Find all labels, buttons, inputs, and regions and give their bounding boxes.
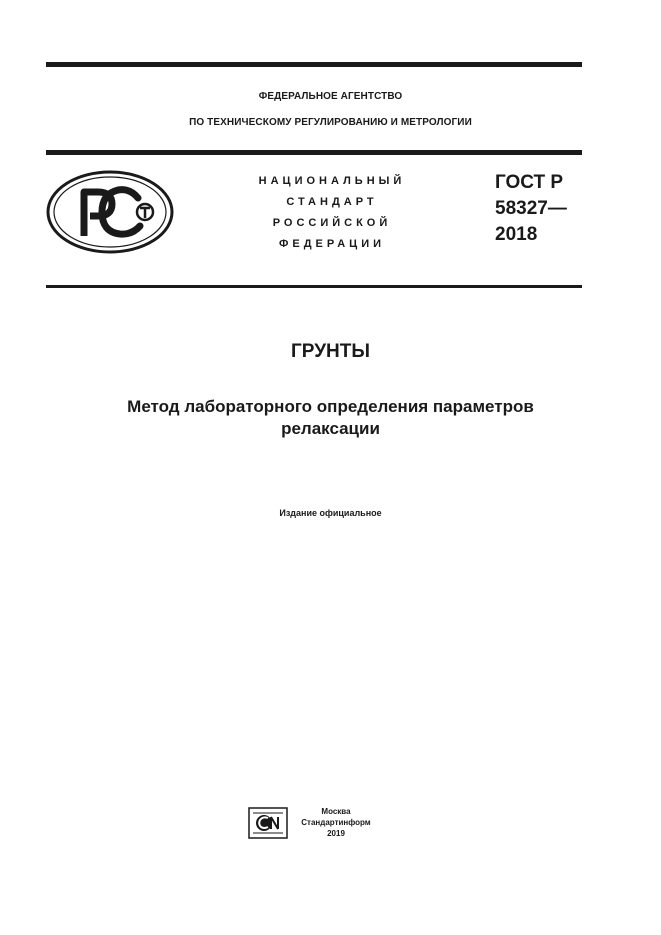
top-rule [46,62,582,67]
standard-line-1: НАЦИОНАЛЬНЫЙ [258,175,406,187]
agency-name-line-1: ФЕДЕРАЛЬНОЕ АГЕНТСТВО [258,91,403,102]
publisher-city: Москва [321,807,351,816]
standartinform-logo-icon [248,807,288,839]
gost-line-1: ГОСТ Р [495,172,564,193]
middle-rule [46,150,582,155]
standard-line-4: ФЕДЕРАЦИИ [278,238,386,250]
subtitle-line-2: релаксации [281,419,380,438]
document-subtitle [60,396,601,440]
publisher-year: 2019 [327,829,345,838]
standard-line-2: СТАНДАРТ [286,196,378,208]
national-standard-label [232,171,432,255]
subtitle-line-1: Метод лабораторного определения параметров [127,397,534,416]
gost-line-3: 2018 [495,224,538,245]
edition-label: Издание официальное [279,508,382,518]
bottom-rule [46,285,582,288]
agency-name-line-2: ПО ТЕХНИЧЕСКОМУ РЕГУЛИРОВАНИЮ И МЕТРОЛОГИИ [189,117,472,128]
publisher-imprint [296,806,376,839]
document-title: ГРУНТЫ [291,341,370,362]
rst-mark-icon [46,170,174,254]
gost-line-2: 58327— [495,198,567,219]
publisher-name: Стандартинформ [301,818,371,827]
gost-designation [495,170,605,248]
standard-line-3: РОССИЙСКОЙ [272,217,392,229]
